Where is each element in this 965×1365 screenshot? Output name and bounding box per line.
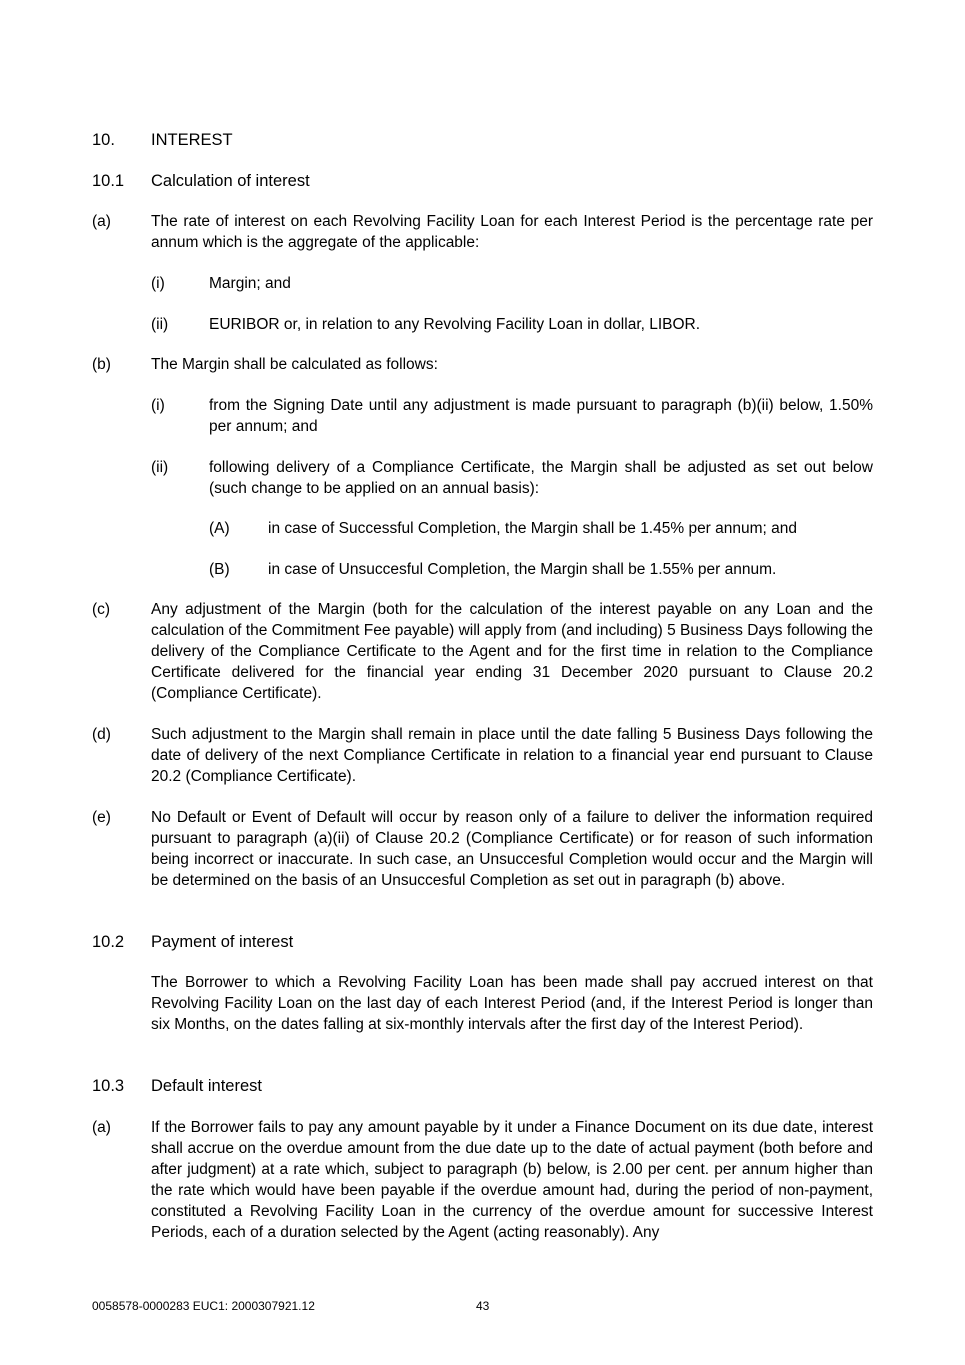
para-b-ii-A-text: in case of Successful Completion, the Margin shall be 1.45% per annum; and (268, 520, 798, 537)
section-title: INTEREST (151, 131, 233, 149)
clause-10-3-a-label: (a) (92, 1119, 111, 1136)
para-c-text: Any adjustment of the Margin (both for the calculation of the interest payable on any Loan and the calculation of the Commitment Fee payable) will apply from (and including) 5 Business Days following the delivery of the Compliance Certificate to the Agent and for the first time in relation to the Compliance Certificate delivered for the financial year ending 31 December 2020 pursuant to Clause 20.2 (Compliance Certificate). (151, 601, 873, 702)
clause-10-2-title: Payment of interest (151, 933, 294, 951)
para-e-text: No Default or Event of Default will occur by reason only of a failure to deliver the information required pursuant to paragraph (a)(ii) of Clause 20.2 (Compliance Certificate) or for reason of such information being incorrect or inaccurate. In such case, an Unsuccesful Completion would occur and the Margin will be determined on the basis of an Unsuccesful Completion as set out in paragraph (b) above. (151, 809, 873, 889)
para-b-label: (b) (92, 356, 111, 373)
clause-10-2-number: 10.2 (92, 933, 125, 951)
clause-10-2-text: The Borrower to which a Revolving Facility Loan has been made shall pay accrued interest on that Revolving Facility Loan on the last day of each Interest Period (and, if the Interest Period is longer than six Months, on the dates falling at six-monthly intervals after the first day of the Interest Period). (151, 974, 873, 1033)
para-a-i-text: Margin; and (209, 275, 291, 292)
para-b-ii-B-label: (B) (209, 561, 230, 578)
para-a-ii-label: (ii) (151, 316, 169, 333)
para-a-ii-text: EURIBOR or, in relation to any Revolving Facility Loan in dollar, LIBOR. (209, 316, 701, 333)
footer-page-number: 43 (476, 1299, 490, 1313)
para-b-text: The Margin shall be calculated as follows: (151, 356, 438, 373)
para-c-label: (c) (92, 601, 111, 618)
clause-10-1-number: 10.1 (92, 172, 125, 190)
para-b-ii-label: (ii) (151, 459, 169, 476)
para-b-i-text: from the Signing Date until any adjustment is made pursuant to paragraph (b)(ii) below, 1.50% per annum; and (209, 397, 873, 435)
clause-10-3-a-text: If the Borrower fails to pay any amount payable by it under a Finance Document on its due date, interest shall accrue on the overdue amount from the due date up to the date of actual payment (both before and after judgment) at a rate which, subject to paragraph (b) below, is 2.00 per cent. per annum higher than the rate which would have been payable if the overdue amount had, during the period of non-payment, constituted a Revolving Facility Loan in the currency of the overdue amount for successive Interest Periods, each of a duration selected by the Agent (acting reasonably). Any (151, 1119, 873, 1241)
para-a-label: (a) (92, 213, 111, 230)
para-a-text: The rate of interest on each Revolving Facility Loan for each Interest Period is the percentage rate per annum which is the aggregate of the applicable: (151, 213, 873, 251)
para-b-i-label: (i) (151, 397, 165, 414)
clause-10-3-title: Default interest (151, 1077, 262, 1095)
clause-10-3-number: 10.3 (92, 1077, 125, 1095)
para-d-text: Such adjustment to the Margin shall remain in place until the date falling 5 Business Days following the date of delivery of the next Compliance Certificate in relation to a financial year end pursuant to Clause 20.2 (Compliance Certificate). (151, 726, 873, 785)
section-number: 10. (92, 131, 115, 149)
clause-10-1-title: Calculation of interest (151, 172, 310, 190)
para-d-label: (d) (92, 726, 111, 743)
para-e-label: (e) (92, 809, 111, 826)
para-b-ii-text: following delivery of a Compliance Certificate, the Margin shall be adjusted as set out below (such change to be applied on an annual basis): (209, 459, 873, 497)
para-a-i-label: (i) (151, 275, 165, 292)
footer-doc-ref: 0058578-0000283 EUC1: 2000307921.12 (92, 1299, 315, 1313)
para-b-ii-A-label: (A) (209, 520, 230, 537)
para-b-ii-B-text: in case of Unsuccesful Completion, the Margin shall be 1.55% per annum. (268, 561, 777, 578)
